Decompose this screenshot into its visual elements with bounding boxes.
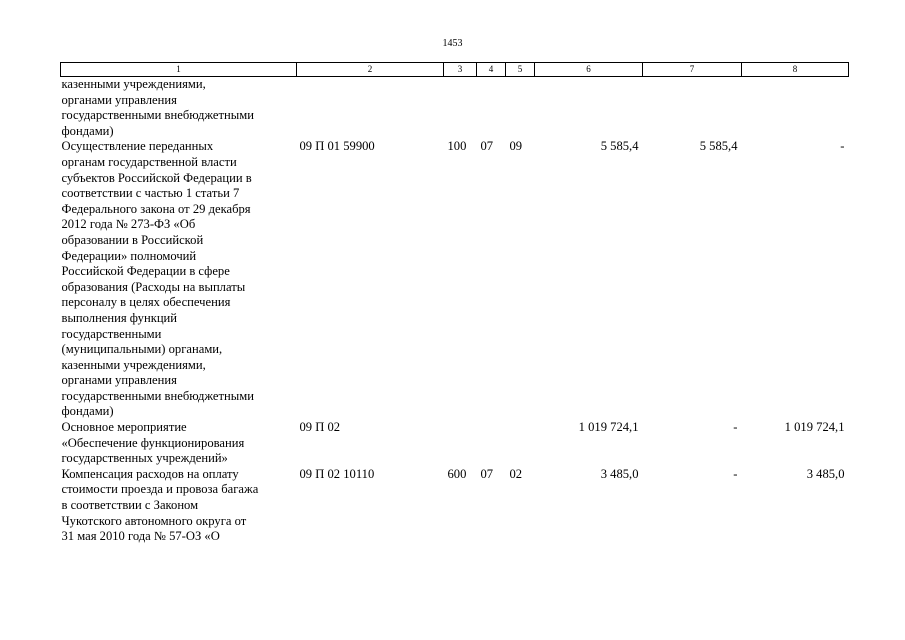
row-code [297,77,444,140]
row-col-5: 09 [509,139,523,154]
header-col-5: 5 [506,63,535,77]
table-row [61,420,849,467]
row-col-4 [477,420,506,467]
row-name [61,139,297,420]
row-name-text: Основное мероприятие «Обеспечение функционирования государственных учреждений» [61,420,245,466]
table-header [61,63,849,77]
row-name [61,77,297,140]
row-col-4 [477,77,506,140]
budget-table [60,62,849,545]
header-col-3: 3 [444,63,477,77]
row-value-7: - [733,420,738,435]
row-col-4: 07 [480,466,494,481]
row-value-8: 3 485,0 [806,466,845,481]
row-name-text: Осуществление переданных органам государственной власти субъектов Российской Федерации в соответствии с частью 1 статьи 7 Федерального закона от 29 декабря 2012 года № 273-ФЗ «Об образовании в Российской Федерации» полномочий Российской Федерации в сфере образования (Расходы на выплаты персоналу в целях обеспечения выполнения функций государственными (муниципальными) органами, казенными учреждениями, органами управления государственными внебюджетными фондами) [61,139,254,419]
table-row [61,77,849,140]
row-code: 09 П 02 10110 [299,466,375,481]
row-col-3 [444,420,477,467]
table-body [61,77,849,545]
row-col-5 [506,420,535,467]
header-col-7: 7 [643,63,742,77]
header-col-2: 2 [297,63,444,77]
row-value-6 [535,77,643,140]
row-col-3: 600 [447,466,467,481]
header-col-6: 6 [535,63,643,77]
row-value-6: 1 019 724,1 [578,420,639,435]
row-value-7 [643,77,742,140]
header-col-4: 4 [477,63,506,77]
row-name-text: Компенсация расходов на оплату стоимости проезда и провоза багажа в соответствии с Законом Чукотского автономного округа от 31 мая 2010 года № 57-ОЗ «О [61,466,259,544]
row-name [61,467,297,545]
row-value-8: 1 019 724,1 [784,420,845,435]
table-row [61,467,849,545]
row-col-4: 07 [480,139,494,154]
row-value-7: 5 585,4 [699,139,738,154]
row-value-8 [742,77,849,140]
row-value-8: - [840,139,845,154]
header-col-1: 1 [61,63,297,77]
page-number: 1453 [442,38,463,49]
row-code: 09 П 01 59900 [299,139,375,154]
row-name [61,420,297,467]
row-value-7: - [733,466,738,481]
row-col-3 [444,77,477,140]
header-row [61,63,849,77]
row-value-6: 3 485,0 [600,466,639,481]
row-value-6: 5 585,4 [600,139,639,154]
row-col-5: 02 [509,466,523,481]
row-col-5 [506,77,535,140]
row-name-text: казенными учреждениями, органами управления государственными внебюджетными фондами) [61,77,254,138]
header-col-8: 8 [742,63,849,77]
row-col-3: 100 [447,139,467,154]
table-row [61,139,849,420]
row-code: 09 П 02 [299,420,341,435]
